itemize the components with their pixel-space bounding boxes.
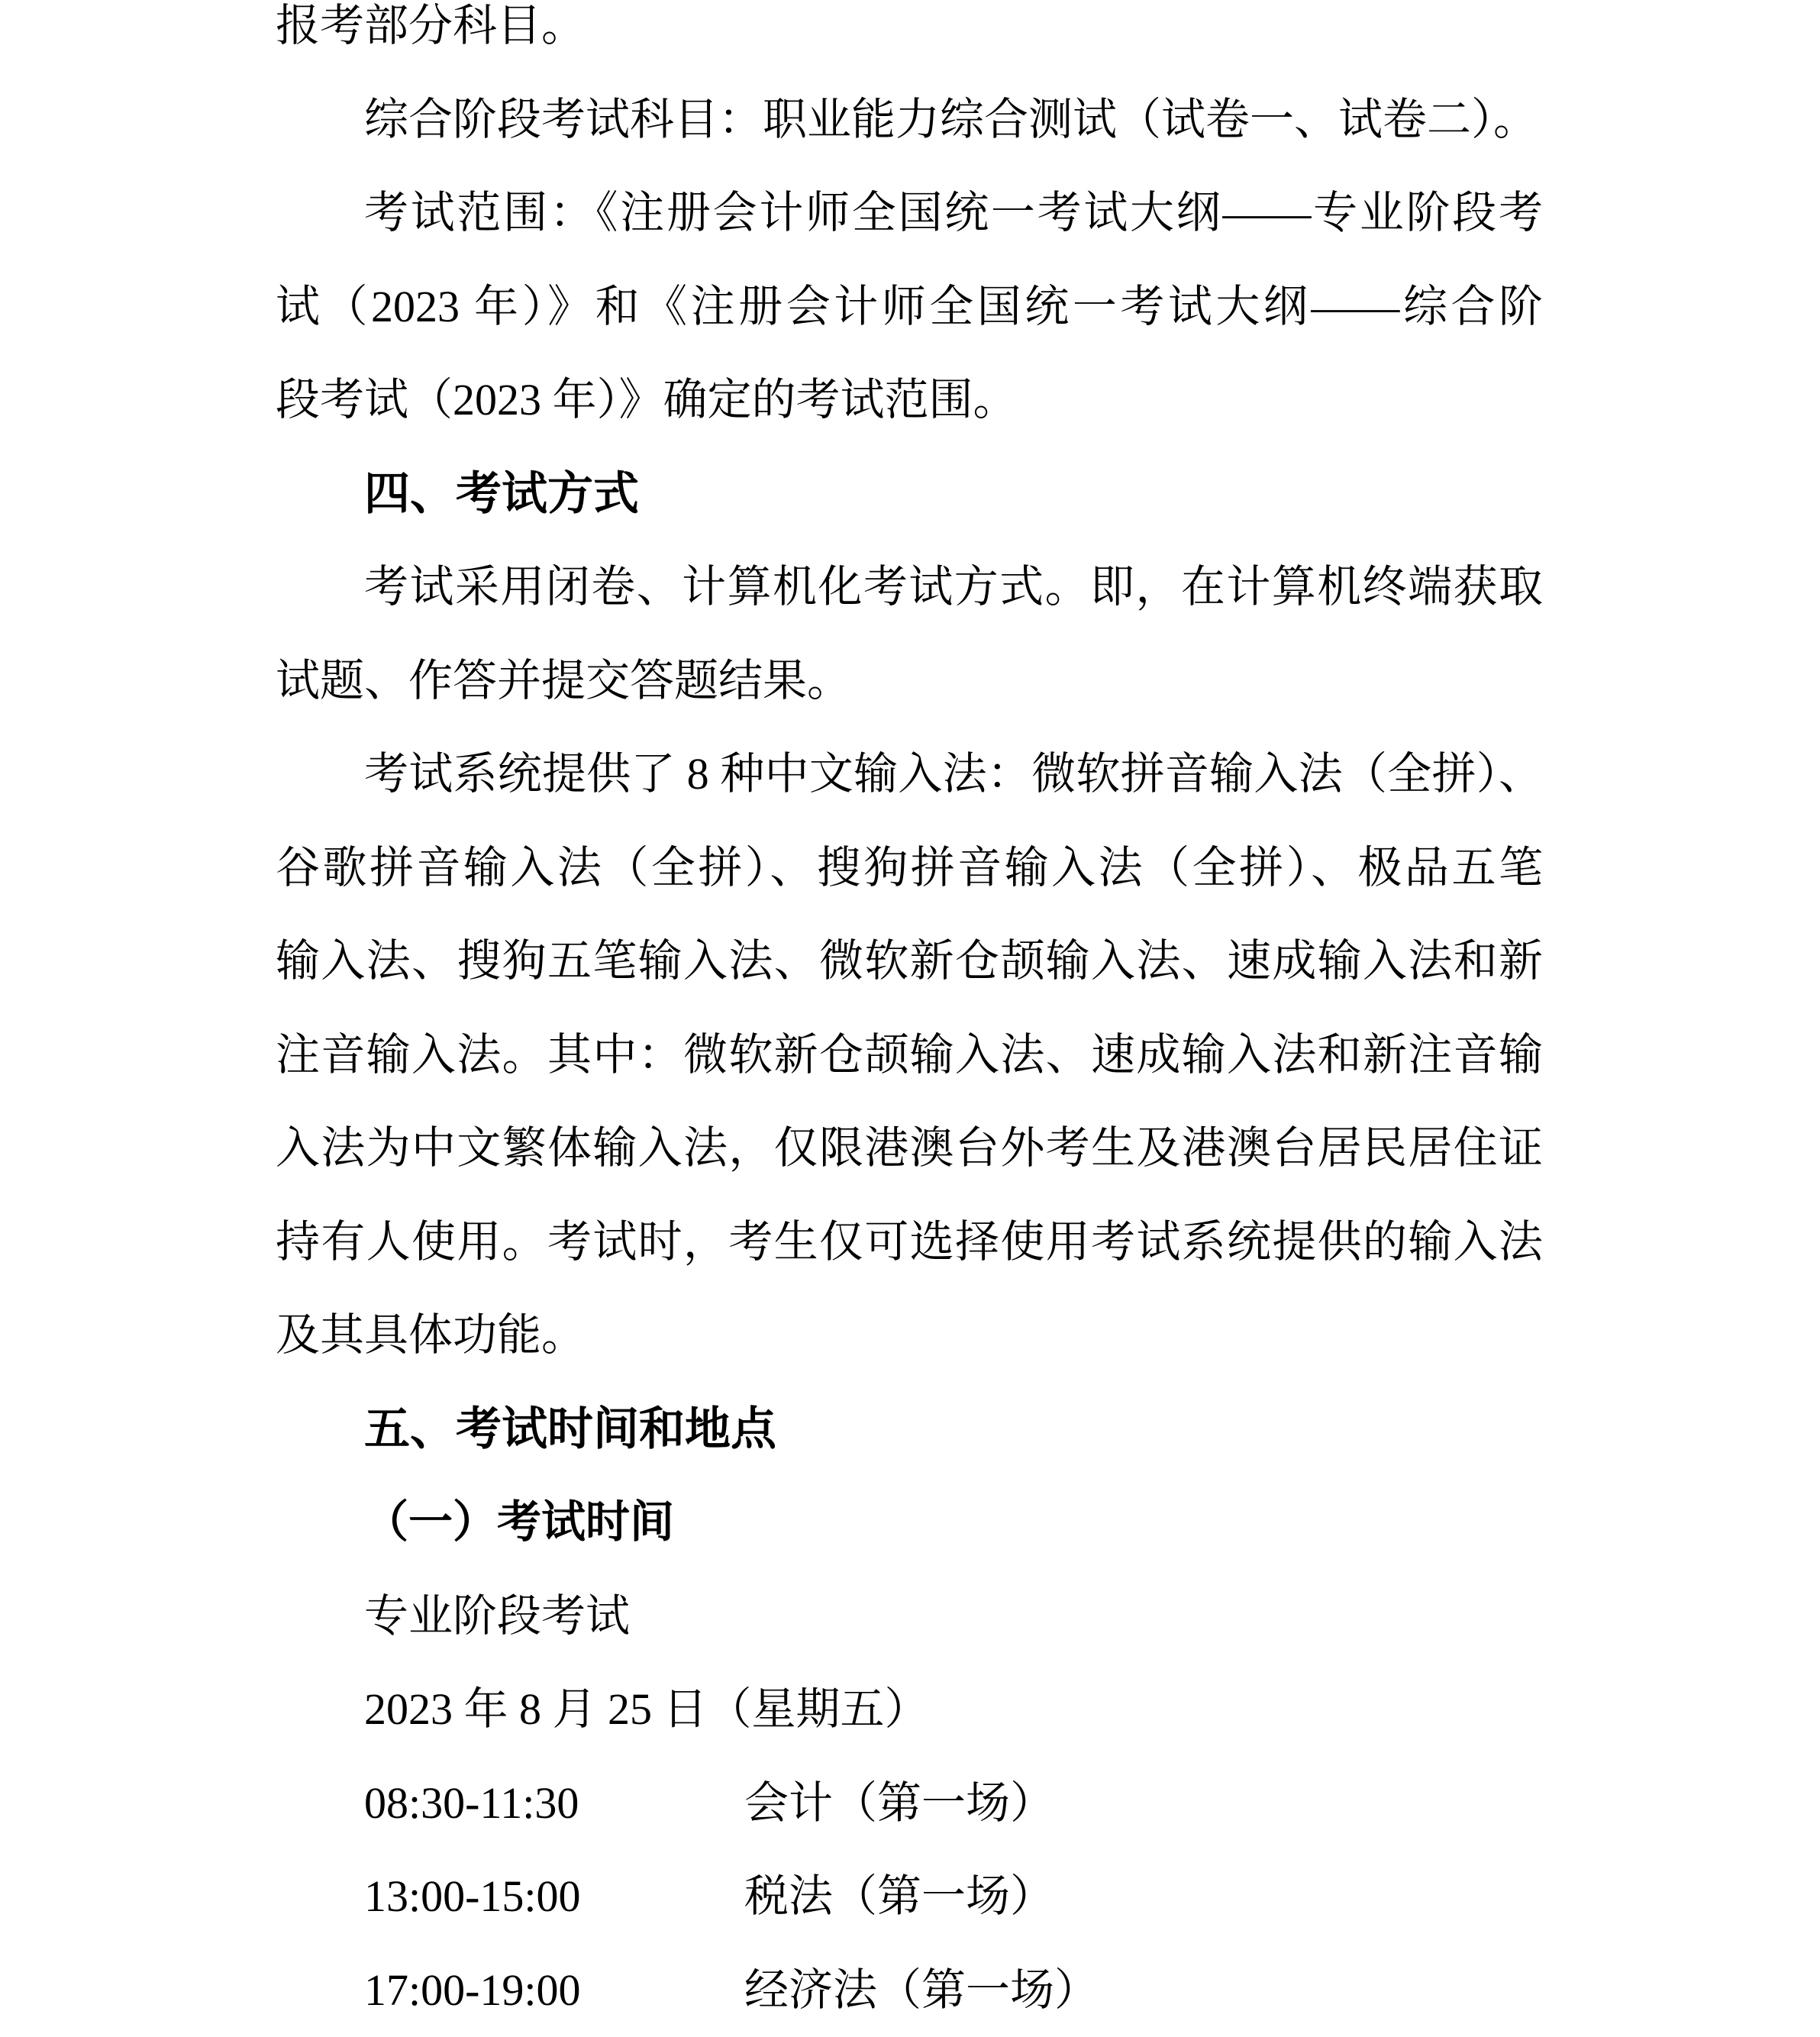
- text-line: 报考部分科目。: [276, 0, 1543, 73]
- schedule-row: [276, 1944, 1543, 2037]
- schedule-time: 13:00-15:00: [364, 1850, 744, 1944]
- schedule-subject: 税法（第一场）: [744, 1871, 1054, 1921]
- schedule-subject: 经济法（第一场）: [744, 1965, 1099, 2015]
- exam-date-line: 2023 年 8 月 25 日（星期五）: [276, 1663, 1543, 1757]
- text-line: 入法为中文繁体输入法，仅限港澳台外考生及港澳台居民居住证: [276, 1102, 1543, 1196]
- schedule-subject: 会计（第一场）: [744, 1778, 1054, 1828]
- subheading-exam-time: （一）考试时间: [276, 1476, 1543, 1570]
- section-heading-exam-time-place: 五、考试时间和地点: [276, 1383, 1543, 1477]
- schedule-time: 08:30-11:30: [364, 1757, 744, 1851]
- text-line: 及其具体功能。: [276, 1289, 1543, 1383]
- schedule-row: [276, 1757, 1543, 1851]
- text-line: 谷歌拼音输入法（全拼）、搜狗拼音输入法（全拼）、极品五笔: [276, 822, 1543, 915]
- text-line: 注音输入法。其中：微软新仓颉输入法、速成输入法和新注音输: [276, 1009, 1543, 1102]
- text-line: 持有人使用。考试时，考生仅可选择使用考试系统提供的输入法: [276, 1196, 1543, 1290]
- text-line: 试（2023 年）》和《注册会计师全国统一考试大纲——综合阶: [276, 260, 1543, 354]
- text-line: 试题、作答并提交答题结果。: [276, 634, 1543, 728]
- schedule-row: [276, 1850, 1543, 1944]
- text-line: 输入法、搜狗五笔输入法、微软新仓颉输入法、速成输入法和新: [276, 915, 1543, 1009]
- text-line: 考试系统提供了 8 种中文输入法：微软拼音输入法（全拼）、: [276, 728, 1543, 822]
- document-page: [276, 0, 1543, 2037]
- schedule-time: 17:00-19:00: [364, 1944, 744, 2037]
- text-line: 考试采用闭卷、计算机化考试方式。即，在计算机终端获取: [276, 541, 1543, 634]
- section-heading-exam-method: 四、考试方式: [276, 447, 1543, 541]
- text-line: 考试范围：《注册会计师全国统一考试大纲——专业阶段考: [276, 166, 1543, 260]
- text-line: 专业阶段考试: [276, 1570, 1543, 1664]
- text-line: 综合阶段考试科目：职业能力综合测试（试卷一、试卷二）。: [276, 73, 1543, 167]
- text-line: 段考试（2023 年）》确定的考试范围。: [276, 353, 1543, 447]
